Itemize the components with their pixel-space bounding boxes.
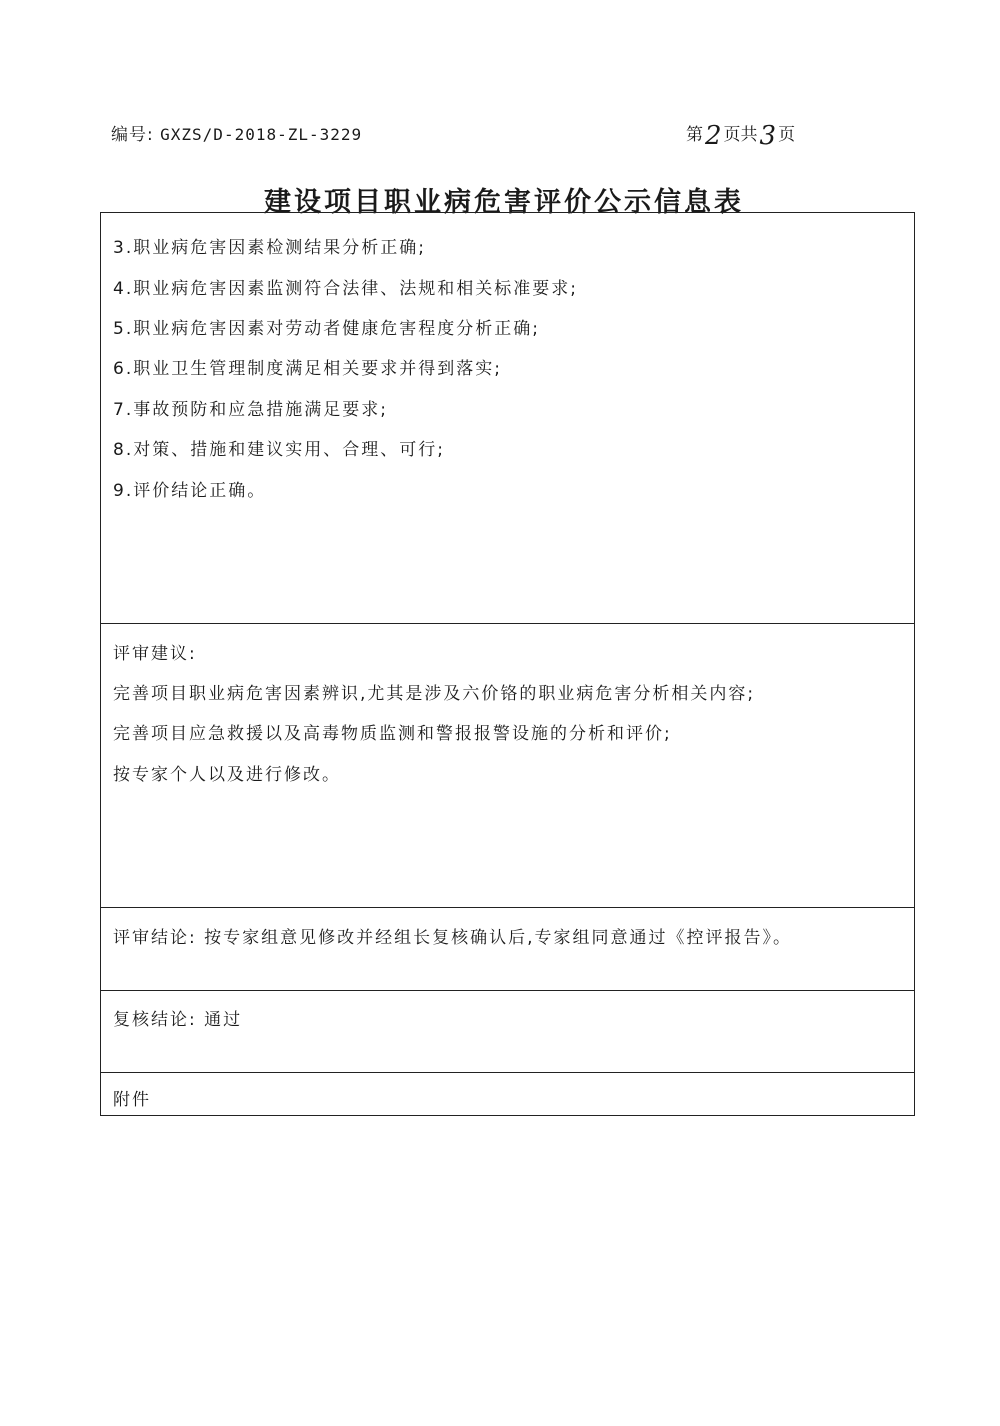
page-prefix: 第 (686, 125, 703, 145)
suggestions-label: 评审建议: (113, 644, 197, 664)
recheck-conclusion-section (101, 991, 914, 1073)
serial-label: 编号: (111, 125, 154, 145)
serial-code: GXZS/D-2018-ZL-3229 (160, 125, 363, 144)
review-suggestions-section (101, 624, 914, 908)
page-middle: 页共 (723, 125, 758, 145)
document-title: 建设项目职业病危害评价公示信息表 (264, 187, 744, 218)
review-conclusion-section (101, 908, 914, 991)
review-conclusion-text: 评审结论: 按专家组意见修改并经组长复核确认后,专家组同意通过《控评报告》。 (113, 928, 793, 948)
recheck-conclusion-text: 复核结论: 通过 (113, 1010, 243, 1030)
attachment-label: 附件 (113, 1090, 151, 1110)
evaluation-item: 3.职业病危害因素检测结果分析正确; (113, 238, 426, 258)
document-serial-number (111, 120, 362, 145)
suggestion-line: 完善项目职业病危害因素辨识,尤其是涉及六价铬的职业病危害分析相关内容; (113, 684, 756, 704)
page-indicator (686, 120, 796, 151)
page-total: 3 (759, 121, 777, 151)
evaluation-item: 4.职业病危害因素监测符合法律、法规和相关标准要求; (113, 279, 578, 299)
info-table (100, 212, 915, 1116)
evaluation-items-section (101, 213, 914, 624)
evaluation-item: 6.职业卫生管理制度满足相关要求并得到落实; (113, 359, 502, 379)
evaluation-item: 7.事故预防和应急措施满足要求; (113, 400, 388, 420)
suggestion-line: 完善项目应急救援以及高毒物质监测和警报报警设施的分析和评价; (113, 724, 672, 744)
evaluation-item: 8.对策、措施和建议实用、合理、可行; (113, 440, 445, 460)
page-suffix: 页 (778, 125, 796, 145)
page-current: 2 (705, 121, 722, 151)
evaluation-item: 9.评价结论正确。 (113, 481, 267, 501)
suggestion-line: 按专家个人以及进行修改。 (113, 765, 341, 785)
attachment-section (101, 1073, 914, 1115)
evaluation-item: 5.职业病危害因素对劳动者健康危害程度分析正确; (113, 319, 540, 339)
